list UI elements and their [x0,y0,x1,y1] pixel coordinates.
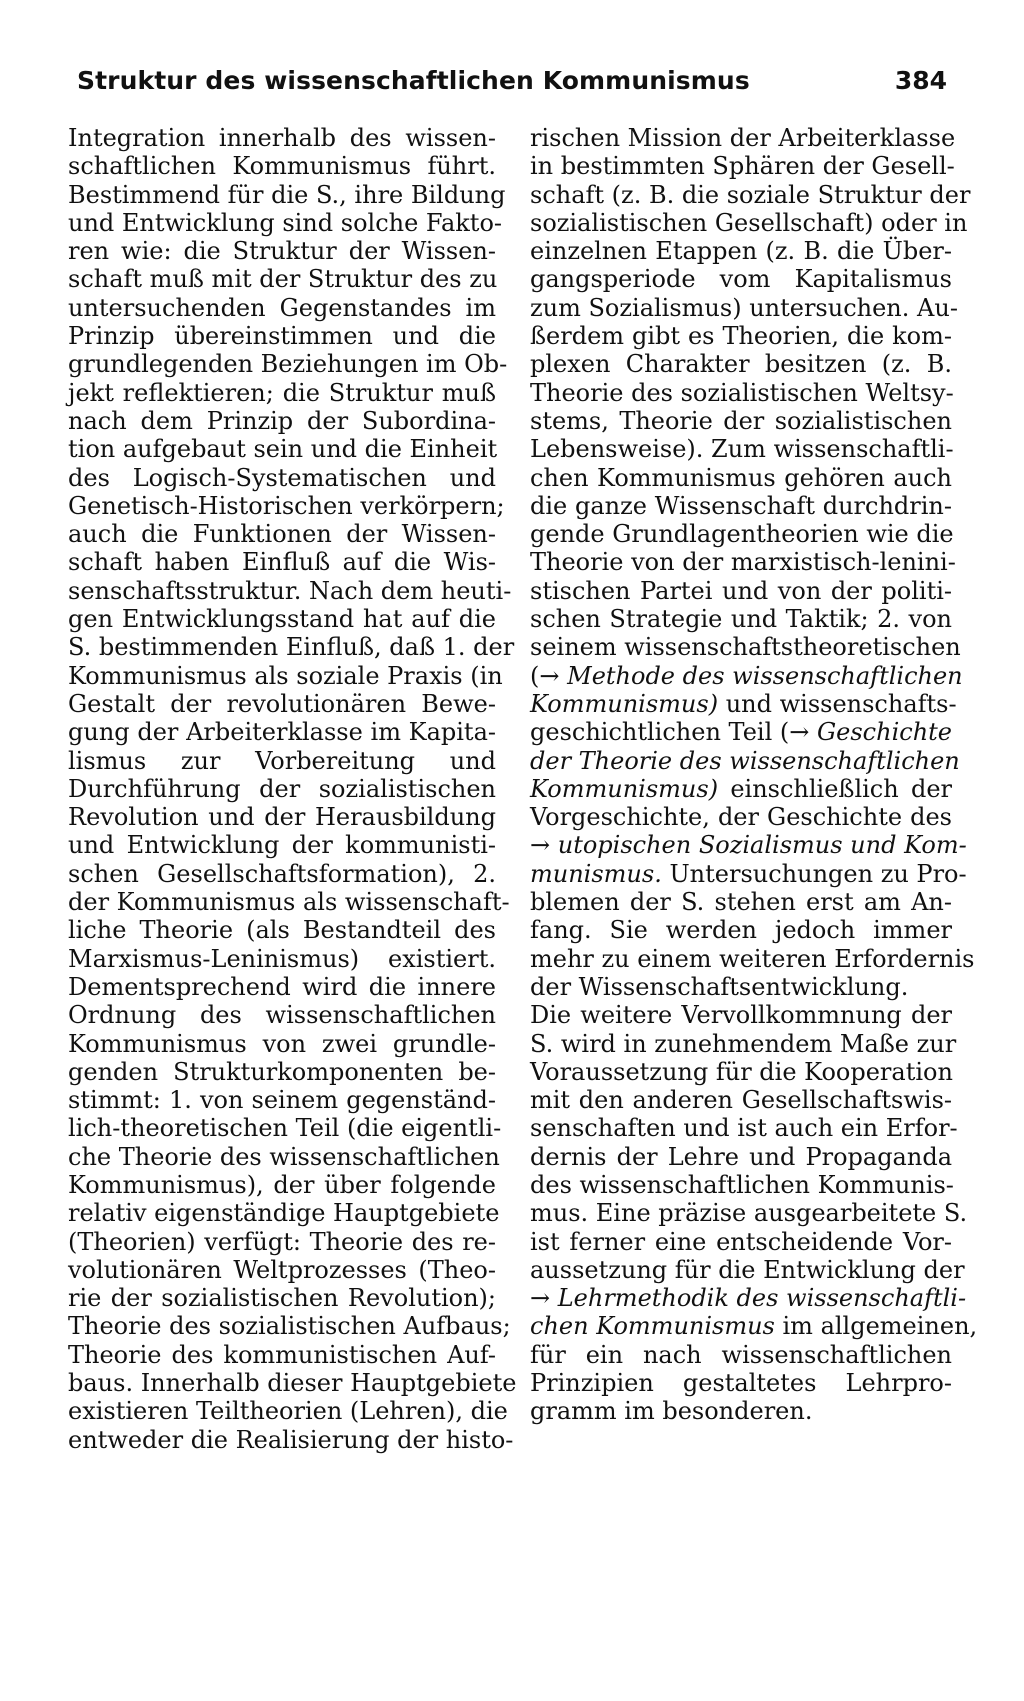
page-header-title: Struktur des wissenschaftlichen Kommunismus [77,66,750,95]
text-line [530,831,967,860]
text-line: schen Strategie und Taktik; 2. von [530,605,952,634]
text-line: einzelnen Etappen (z. B. die Über- [530,237,952,266]
text-line: baus. Innerhalb dieser Hauptgebiete [68,1369,517,1398]
text-line: Voraussetzung für die Kooperation [530,1057,953,1086]
text-line: genden Strukturkomponenten be- [68,1057,496,1086]
cross-reference-term: Kommunismus) [530,689,719,718]
text-line: gen Entwicklungsstand hat auf die [68,605,496,634]
cross-reference-term: Methode des wissenschaftlichen [559,661,963,690]
text-line: entweder die Realisierung der histo- [68,1425,514,1454]
text-line: chen Kommunismus gehören auch [530,463,952,492]
text-line: schaft (z. B. die soziale Struktur der [530,180,971,209]
text-line: und Entwicklung sind solche Fakto- [68,208,503,237]
line-text-segment: ( [530,661,540,690]
text-line: stischen Partei und von der politi- [530,576,952,605]
text-line: Theorie des sozialistischen Aufbaus; [68,1312,511,1341]
text-line: der Kommunismus als wissenschaft- [68,888,510,917]
text-line: in bestimmten Sphären der Gesell- [530,152,955,181]
text-line: blemen der S. stehen erst am An- [530,888,952,917]
cross-reference-arrow-icon: → [530,831,551,860]
text-line: Durchführung der sozialistischen [68,774,496,803]
text-line: mus. Eine präzise ausgearbeitete S. [530,1199,968,1228]
text-line: rischen Mission der Arbeiterklasse [530,124,956,152]
text-line: Lebensweise). Zum wissenschaftli- [530,435,954,464]
text-line: stimmt: 1. von seinem gegenständ- [68,1086,496,1115]
text-line: Prinzip übereinstimmen und die [68,322,496,351]
text-line [530,689,957,718]
text-line: Kommunismus als soziale Praxis (in [68,661,503,690]
text-line: grundlegenden Beziehungen im Ob- [68,350,508,379]
text-line [530,1284,967,1313]
text-line: seinem wissenschaftstheoretischen [530,633,961,662]
text-line: Kommunismus), der über folgende [68,1170,496,1199]
text-line: Gestalt der revolutionären Bewe- [68,689,496,718]
text-line: plexen Charakter besitzen (z. B. [530,350,952,379]
text-line: mehr zu einem weiteren Erfordernis [530,944,975,973]
text-line: Kommunismus von zwei grundle- [68,1029,496,1058]
text-line [530,718,952,746]
text-line: Genetisch-Historischen verkörpern; [68,491,505,520]
text-line: che Theorie des wissenschaftlichen [68,1142,500,1171]
text-line: schaft haben Einfluß auf die Wis- [68,548,496,577]
text-line: für ein nach wissenschaftlichen [530,1340,952,1369]
text-line: aussetzung für die Entwicklung der [530,1255,965,1284]
text-line: fang. Sie werden jedoch immer [530,916,952,945]
page-number: 384 [894,66,947,95]
text-line: zum Sozialismus) untersuchen. Au- [530,293,958,322]
text-line: ren wie: die Struktur der Wissen- [68,237,496,266]
text-line: Die weitere Vervollkommnung der [530,1001,952,1030]
text-line: gung der Arbeiterklasse im Kapita- [68,718,496,747]
text-line: der Wissenschaftsentwicklung. [530,972,909,1001]
text-line [530,661,963,690]
text-line: dernis der Lehre und Propaganda [530,1142,952,1171]
text-line: ist ferner eine entscheidende Vor- [530,1227,952,1256]
text-line: S. wird in zunehmendem Maße zur [530,1029,957,1058]
text-line: volutionären Weltprozesses (Theo- [68,1255,496,1284]
text-line: senschaften und ist auch ein Erfor- [530,1114,958,1143]
text-line: des Logisch-Systematischen und [68,463,496,492]
text-line: Theorie von der marxistisch-lenini- [530,548,956,577]
text-line: S. bestimmenden Einfluß, daß 1. der [68,633,515,662]
text-line: Ordnung des wissenschaftlichen [68,1001,496,1030]
text-line: Vorgeschichte, der Geschichte des [530,803,952,832]
text-line: liche Theorie (als Bestandteil des [68,916,496,945]
text-line: sozialistischen Gesellschaft) oder in [530,208,968,237]
line-text-segment: einschließlich der [718,774,952,803]
text-line: auch die Funktionen der Wissen- [68,520,496,549]
text-line [530,1312,978,1341]
cross-reference-arrow-icon: → [539,661,560,690]
text-line: lismus zur Vorbereitung und [68,746,496,775]
text-line: untersuchenden Gegenstandes im [68,293,496,322]
text-line: schen Gesellschaftsformation), 2. [68,859,496,888]
text-line: ßerdem gibt es Theorien, die kom- [530,322,952,351]
cross-reference-term: der Theorie des wissenschaftlichen [530,746,960,775]
text-line: Theorie des kommunistischen Auf- [68,1340,496,1369]
text-line: jekt reflektieren; die Struktur muß [68,378,496,407]
text-line [530,859,967,888]
line-text-segment: und wissenschafts- [718,689,957,718]
text-line: Revolution und der Herausbildung [68,803,496,832]
text-line: gende Grundlagentheorien wie die [530,520,954,549]
text-line: (Theorien) verfügt: Theorie des re- [68,1227,496,1256]
text-line: stems, Theorie der sozialistischen [530,406,952,435]
text-line: tion aufgebaut sein und die Einheit [68,435,498,464]
cross-reference-arrow-icon: → [789,718,810,747]
left-text-column [68,124,517,1454]
cross-reference-term: munismus. [530,859,662,888]
text-line: existieren Teiltheorien (Lehren), die [68,1397,508,1426]
text-line: schaft muß mit der Struktur des zu [68,265,498,294]
text-line: Theorie des sozialistischen Weltsy- [530,378,954,407]
running-head [77,64,947,104]
text-line: Integration innerhalb des wissen- [68,124,496,152]
cross-reference-term: chen Kommunismus [530,1312,775,1341]
text-line: Bestimmend für die S., ihre Bildung [68,180,506,209]
line-text-segment: im allgemeinen, [774,1312,978,1341]
text-line: schaftlichen Kommunismus führt. [68,152,496,181]
right-text-column [530,124,978,1426]
cross-reference-term: Lehrmethodik des wissenschaftli- [550,1284,967,1313]
cross-reference-term: utopischen Sozialismus und Kom- [550,831,967,860]
text-line: relativ eigenständige Hauptgebiete [68,1199,500,1228]
cross-reference-term: Kommunismus) [530,774,719,803]
text-line: rie der sozialistischen Revolution); [68,1284,496,1313]
text-line: Marxismus-Leninismus) existiert. [68,944,496,973]
text-line [530,775,952,803]
text-line: Prinzipien gestaltetes Lehrpro- [530,1369,952,1398]
line-text-segment: Untersuchungen zu Pro- [661,859,967,888]
text-line [530,746,960,775]
text-line: des wissenschaftlichen Kommunis- [530,1170,954,1199]
text-line: Dementsprechend wird die innere [68,972,496,1001]
text-line: lich-theoretischen Teil (die eigentli- [68,1114,502,1143]
text-line: gangsperiode vom Kapitalismus [530,265,952,294]
text-line: senschaftsstruktur. Nach dem heuti- [68,576,512,605]
cross-reference-arrow-icon: → [530,1284,551,1313]
text-line: die ganze Wissenschaft durchdrin- [530,491,952,520]
text-line: und Entwicklung der kommunisti- [68,831,496,860]
line-text-segment: geschichtlichen Teil ( [530,718,790,747]
text-line: nach dem Prinzip der Subordina- [68,406,496,435]
text-line: mit den anderen Gesellschaftswis- [530,1086,952,1115]
cross-reference-term: Geschichte [809,718,953,747]
text-line: gramm im besonderen. [530,1397,813,1426]
